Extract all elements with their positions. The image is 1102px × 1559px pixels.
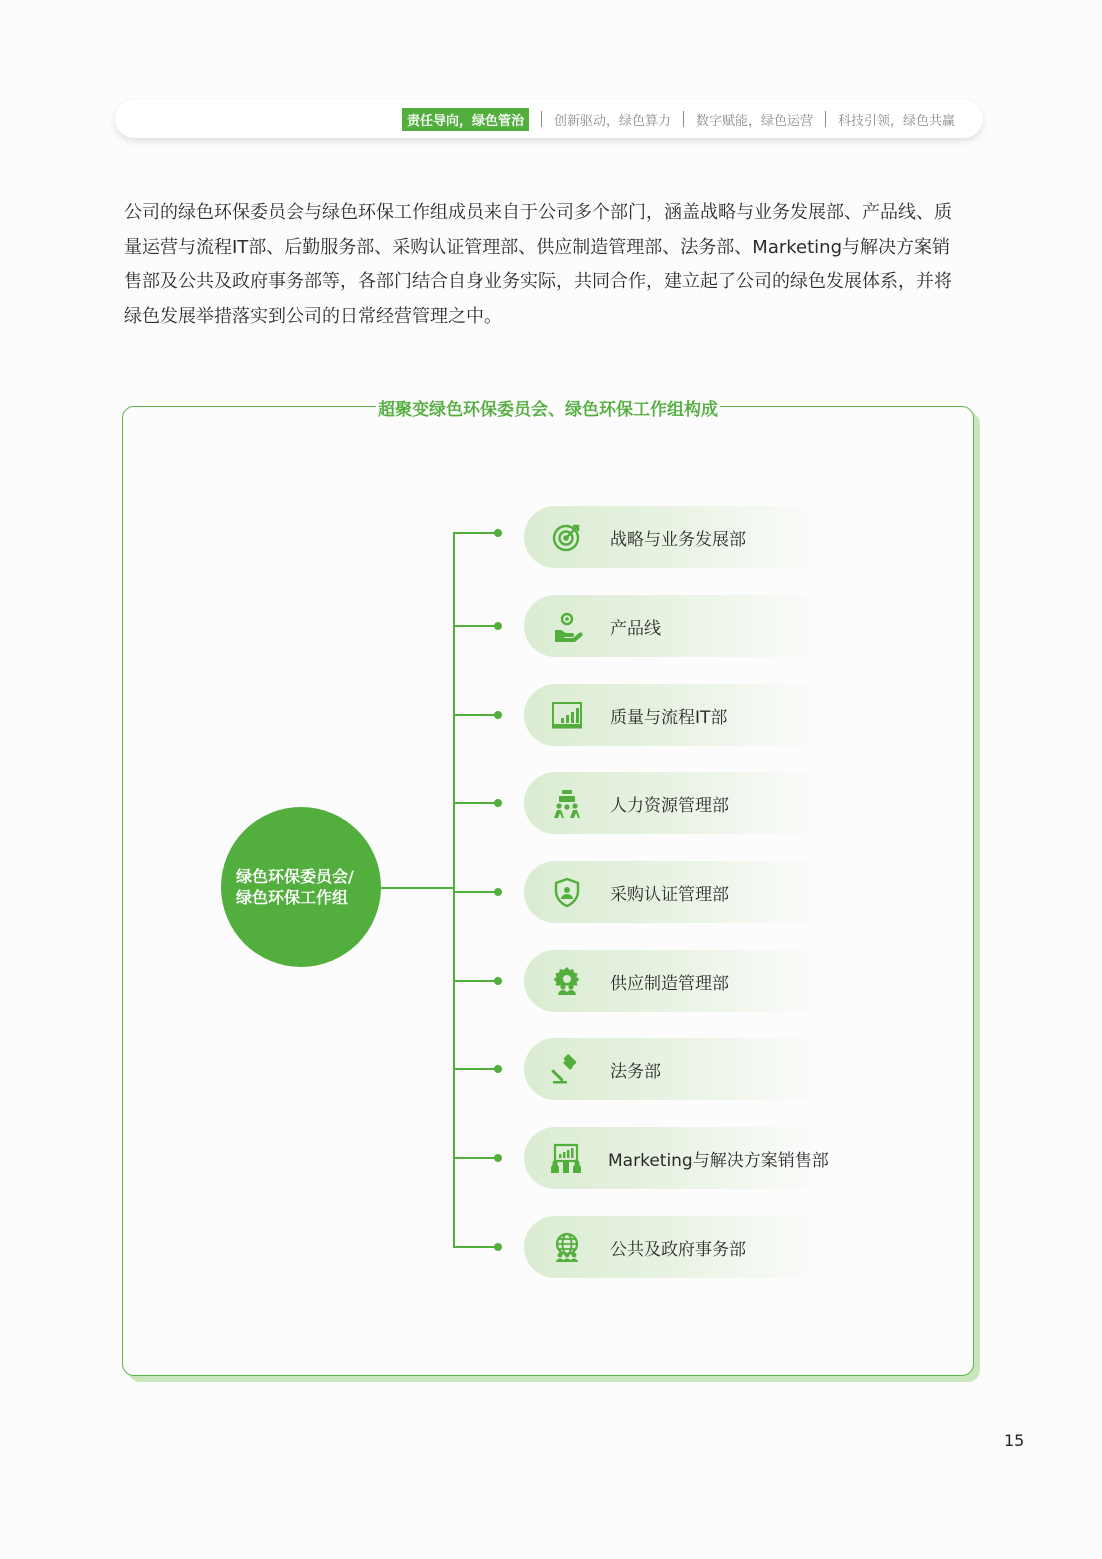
- connector-dot: [494, 977, 502, 985]
- dept-marketing: [524, 1127, 829, 1189]
- connector-dot: [494, 888, 502, 896]
- connector-branch: [453, 980, 497, 982]
- dept-name: 质量与流程IT部: [610, 707, 728, 728]
- center-node: [221, 807, 381, 967]
- people-team-icon: [550, 786, 584, 820]
- chart-growth-icon: [550, 698, 584, 732]
- gavel-icon: [550, 1052, 584, 1086]
- hand-gear-icon: [550, 609, 584, 643]
- connector-dot: [494, 622, 502, 630]
- connector-branch: [453, 625, 497, 627]
- dept-public-affairs: [524, 1216, 824, 1278]
- connector-branch: [453, 532, 497, 534]
- connector-branch: [453, 891, 497, 893]
- gear-worker-icon: [550, 964, 584, 998]
- target-icon: [550, 520, 584, 554]
- connector-dot: [494, 799, 502, 807]
- dept-name: 公共及政府事务部: [610, 1239, 746, 1260]
- diagram-title: 超聚变绿色环保委员会、绿色环保工作组构成: [378, 400, 718, 420]
- connector-branch: [453, 1246, 497, 1248]
- dept-procurement: [524, 861, 824, 923]
- dept-name: 采购认证管理部: [610, 884, 729, 905]
- globe-people-icon: [550, 1230, 584, 1264]
- nav-separator: [541, 111, 542, 127]
- connector-dot: [494, 1154, 502, 1162]
- dept-hr: [524, 772, 824, 834]
- nav-separator: [825, 111, 826, 127]
- center-node-line2: 绿色环保工作组: [236, 888, 349, 907]
- connector-dot: [494, 711, 502, 719]
- connector-branch: [453, 1157, 497, 1159]
- nav-item-active[interactable]: 责任导向，绿色管治: [402, 108, 529, 131]
- connector-dot: [494, 1243, 502, 1251]
- dept-name: Marketing与解决方案销售部: [608, 1150, 829, 1171]
- dept-legal: [524, 1038, 824, 1100]
- page-number: 15: [1004, 1431, 1025, 1450]
- connector-branch: [453, 802, 497, 804]
- connector-trunk: [453, 532, 455, 1248]
- connector-branch: [453, 714, 497, 716]
- diagram-title-wrap: [0, 395, 1096, 420]
- connector-branch: [453, 1068, 497, 1070]
- dept-name: 供应制造管理部: [610, 973, 729, 994]
- connector-dot: [494, 529, 502, 537]
- connector-main: [381, 887, 455, 889]
- nav-item[interactable]: 科技引领，绿色共赢: [837, 113, 955, 129]
- dept-strategy: [524, 506, 824, 568]
- dept-quality-it: [524, 684, 824, 746]
- nav-item[interactable]: 创新驱动，绿色算力: [553, 113, 671, 129]
- shield-user-icon: [550, 875, 584, 909]
- intro-paragraph: 公司的绿色环保委员会与绿色环保工作组成员来自于公司多个部门，涵盖战略与业务发展部、产品线、质量运营与流程IT部、后勤服务部、采购认证管理部、供应制造管理部、法务部、Marketing与解决方案销售部及公共及政府事务部等，各部门结合自身业务实际，共同合作，建立起了公司的绿色发展体系，并将绿色发展举措落实到公司的日常经营管理之中。: [124, 202, 952, 327]
- presentation-icon: [550, 1141, 582, 1175]
- dept-name: 产品线: [610, 618, 661, 639]
- dept-name: 人力资源管理部: [610, 795, 729, 816]
- nav-separator: [683, 111, 684, 127]
- section-nav-items: [402, 100, 955, 138]
- section-nav: [115, 100, 983, 138]
- center-node-line1: 绿色环保委员会/: [236, 867, 354, 886]
- dept-name: 法务部: [610, 1061, 661, 1082]
- nav-item[interactable]: 数字赋能，绿色运营: [695, 113, 813, 129]
- dept-supply: [524, 950, 824, 1012]
- dept-name: 战略与业务发展部: [610, 529, 746, 550]
- dept-product-line: [524, 595, 824, 657]
- center-node-label: [236, 866, 366, 908]
- connector-dot: [494, 1065, 502, 1073]
